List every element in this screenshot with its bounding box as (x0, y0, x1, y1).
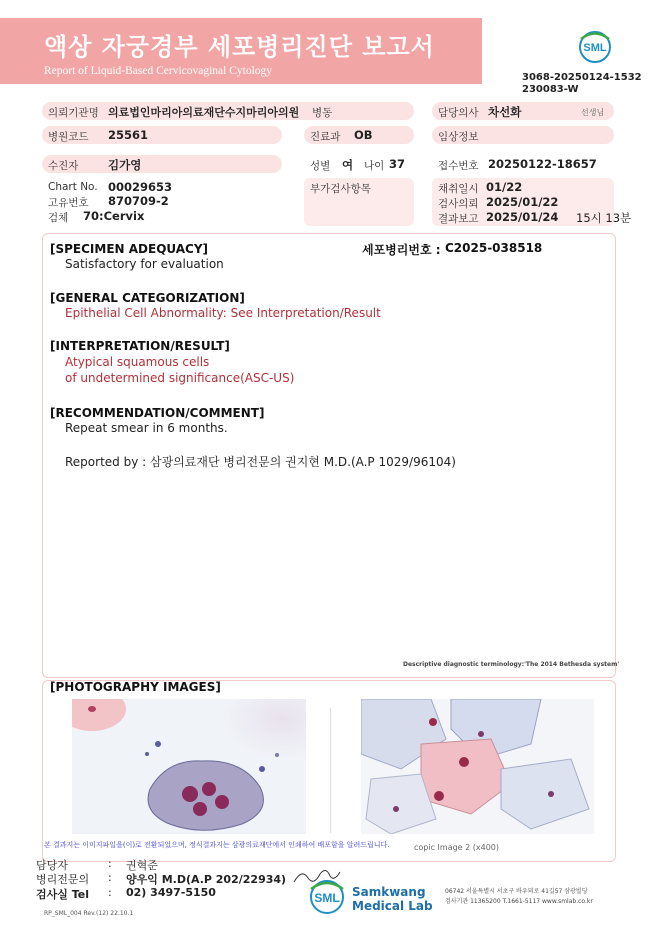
dept-label: 진료과 (310, 131, 341, 143)
recommendation-heading: [RECOMMENDATION/COMMENT] (50, 406, 265, 420)
report-label: 결과보고 (438, 213, 479, 225)
sml-logo-icon (575, 30, 615, 64)
receipt-no-value: 20250122-18657 (488, 157, 597, 171)
pathologist-colon: : (108, 871, 112, 884)
id-no-value: 870709-2 (108, 194, 169, 208)
report-title-kr: 액상 자궁경부 세포병리진단 보고서 (44, 33, 435, 61)
barcode-number: 3068-20250124-1532 230083-W (522, 72, 642, 95)
request-value: 2025/01/22 (486, 195, 559, 209)
cyto-no-value: C2025-038518 (445, 241, 543, 255)
report-title-banner (0, 18, 482, 84)
collect-value: 01/22 (486, 180, 523, 194)
photo-caption-2: copic Image 2 (x400) (414, 843, 500, 852)
institution-value: 의료법인마리아의료재단수지마리아의원 (108, 106, 300, 119)
microscopic-image-2 (361, 699, 594, 834)
interpretation-text-1: Atypical squamous cells (65, 355, 210, 369)
reported-by: Reported by : 삼광의료재단 병리전문의 권지현 M.D.(A.P 1029/96104) (65, 455, 456, 469)
lab-address (445, 887, 593, 907)
recommendation-text: Repeat smear in 6 months. (65, 421, 228, 435)
patient-label: 수진자 (48, 160, 79, 172)
age-label: 나이 (364, 160, 385, 172)
pathologist-value: 양우익 M.D(A.P 202/22934) (126, 873, 287, 886)
sex-value: 여 (342, 158, 354, 172)
report-date-value: 2025/01/24 (486, 210, 559, 224)
request-label: 검사의뢰 (438, 198, 479, 210)
sex-label: 성별 (310, 160, 331, 172)
hospital-code-label: 병원코드 (48, 131, 89, 143)
ward-label: 병동 (312, 107, 333, 119)
interpretation-text-2: of undetermined significance(ASC-US) (65, 371, 295, 385)
chart-no-value: 00029653 (108, 180, 173, 194)
doctor-label: 담당의사 (438, 107, 479, 119)
dept-value: OB (354, 128, 373, 142)
manager-label: 담당자 (36, 859, 68, 872)
institution-label: 의뢰기관명 (48, 107, 99, 119)
adequacy-text: Satisfactory for evaluation (65, 257, 224, 271)
disclaimer-text: 본 결과지는 이미지파일을(이)로 전환되었으며, 정식결과지는 삼광의료재단에서 인쇄하여 배포함을 알려드립니다. (44, 841, 390, 849)
id-no-label: 고유번호 (48, 197, 89, 209)
brand-name-1: Samkwang (352, 885, 426, 899)
adequacy-heading: [SPECIMEN ADEQUACY] (50, 242, 209, 256)
doctor-value: 차선화 (488, 105, 522, 119)
photo-heading: [PHOTOGRAPHY IMAGES] (50, 680, 221, 694)
svg-text:SML: SML (583, 42, 607, 54)
manager-value: 권혁준 (126, 859, 158, 872)
revision-code: RP_SML_004 Rev.(12) 22.10.1 (44, 910, 134, 917)
patient-value: 김가영 (108, 158, 142, 172)
lab-tel-label: 검사실 Tel (36, 888, 89, 901)
cyto-no-label: 세포병리번호 : (362, 243, 441, 257)
age-value: 37 (389, 157, 406, 171)
extra-test-label: 부가검사항목 (310, 183, 371, 195)
specimen-value: 70:Cervix (83, 209, 145, 223)
terminology-note: Descriptive diagnostic terminology:'The 2014 Bethesda system' (403, 661, 620, 668)
pathologist-label: 병리전문의 (36, 873, 90, 886)
svg-text:SML: SML (314, 891, 340, 905)
clinical-label: 임상정보 (438, 131, 479, 143)
general-text: Epithelial Cell Abnormality: See Interpretation/Result (65, 306, 381, 320)
hospital-code-value: 25561 (108, 128, 149, 142)
sml-footer-logo-icon (305, 875, 349, 919)
brand-name-2: Medical Lab (352, 899, 433, 913)
collect-label: 채취일시 (438, 183, 479, 195)
chart-no-label: Chart No. (48, 181, 98, 193)
address-line-1: 06742 서울특별시 서초구 바우뫼로 41길57 삼광빌딩 (445, 888, 588, 895)
microscopic-image-1 (72, 699, 306, 834)
interpretation-heading: [INTERPRETATION/RESULT] (50, 339, 230, 353)
receipt-no-label: 접수번호 (438, 160, 479, 172)
manager-colon: : (108, 857, 112, 870)
general-heading: [GENERAL CATEGORIZATION] (50, 291, 245, 305)
lab-tel-value: 02) 3497-5150 (126, 886, 216, 899)
lab-tel-colon: : (108, 886, 112, 899)
report-time-value: 15시 13분 (576, 211, 632, 225)
report-title-en: Report of Liquid-Based Cervicovaginal Cytology (44, 65, 273, 77)
address-line-2: 검사기관 11365200 T.1661-5117 www.smlab.co.kr (445, 898, 593, 905)
specimen-label: 검체 (48, 212, 69, 224)
doctor-suffix: 선생님 (581, 108, 605, 117)
photo-divider (330, 708, 331, 833)
